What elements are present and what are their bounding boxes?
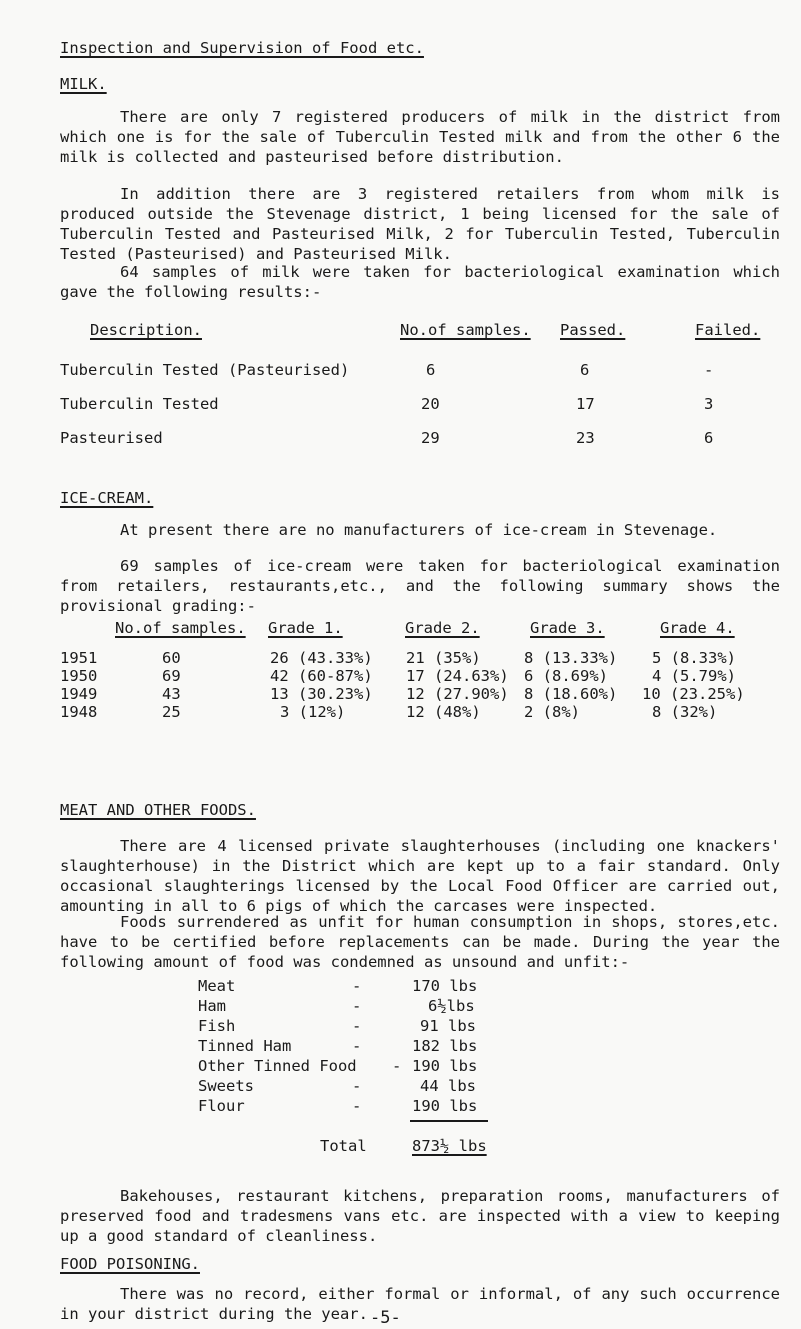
- icecream-row-year: 1949: [60, 685, 98, 703]
- icecream-row-year: 1948: [60, 703, 98, 721]
- milk-row-failed: -: [704, 361, 714, 379]
- poisoning-heading: FOOD POISONING.: [60, 1255, 200, 1273]
- icecream-row-year: 1951: [60, 649, 98, 667]
- icecream-row-grade-2: 21 (35%): [406, 649, 481, 667]
- food-item-name: Flour: [198, 1097, 245, 1115]
- icecream-row-grade-4: 8 (32%): [652, 703, 718, 721]
- food-item-amount: 190 lbs: [412, 1057, 478, 1075]
- icecream-paragraph-1: At present there are no manufacturers of ice-cream in Stevenage.: [120, 521, 718, 539]
- page-title: Inspection and Supervision of Food etc.: [60, 39, 424, 57]
- icecream-row-grade-1: 13 (30.23%): [270, 685, 373, 703]
- icecream-row-grade-2: 12 (48%): [406, 703, 481, 721]
- food-item-dash: -: [352, 997, 362, 1015]
- page-number: -5-: [370, 1308, 401, 1328]
- icecream-row-grade-1: 3 (12%): [280, 703, 346, 721]
- icecream-row-grade-1: 42 (60-87%): [270, 667, 373, 685]
- meat-paragraph-1: There are 4 licensed private slaughterhouses (including one knackers' slaughterhouse) in the District which are kept up to a fair standard. Only occasional slaughterings licensed by the Local Food Officer are carried out, amounting in all to 6 pigs of which the carcases were inspected.: [60, 837, 780, 915]
- food-item-dash: -: [352, 1097, 362, 1115]
- icecream-row-grade-4: 4 (5.79%): [652, 667, 736, 685]
- icecream-row-grade-3: 6 (8.69%): [524, 667, 608, 685]
- milk-row-passed: 6: [580, 361, 590, 379]
- milk-row-description: Tuberculin Tested: [60, 395, 219, 413]
- icecream-col-grade-1: Grade 1.: [268, 619, 343, 637]
- icecream-row-samples: 60: [162, 649, 181, 667]
- poisoning-paragraph: There was no record, either formal or informal, of any such occurrence in your district during the year.: [60, 1285, 780, 1323]
- food-item-name: Ham: [198, 997, 226, 1015]
- icecream-row-grade-2: 12 (27.90%): [406, 685, 509, 703]
- milk-row-failed: 3: [704, 395, 714, 413]
- milk-row-description: Pasteurised: [60, 429, 163, 447]
- food-item-name: Meat: [198, 977, 236, 995]
- milk-row-passed: 23: [576, 429, 595, 447]
- milk-row-passed: 17: [576, 395, 595, 413]
- icecream-row-samples: 43: [162, 685, 181, 703]
- milk-row-samples: 29: [421, 429, 440, 447]
- icecream-row-samples: 25: [162, 703, 181, 721]
- icecream-row-grade-1: 26 (43.33%): [270, 649, 373, 667]
- icecream-row-year: 1950: [60, 667, 98, 685]
- milk-row-samples: 6: [426, 361, 436, 379]
- food-item-dash: -: [352, 977, 362, 995]
- meat-paragraph-3: Bakehouses, restaurant kitchens, preparation rooms, manufacturers of preserved food and tradesmens vans etc. are inspected with a view to keeping up a good standard of cleanliness.: [60, 1187, 780, 1245]
- food-item-amount: 170 lbs: [412, 977, 478, 995]
- food-item-name: Fish: [198, 1017, 236, 1035]
- icecream-row-grade-4: 5 (8.33%): [652, 649, 736, 667]
- milk-col-failed: Failed.: [695, 321, 761, 339]
- milk-col-passed: Passed.: [560, 321, 626, 339]
- food-item-name: Other Tinned Food: [198, 1057, 357, 1075]
- food-item-amount: 44 lbs: [420, 1077, 476, 1095]
- total-value: 873½ lbs: [412, 1137, 487, 1155]
- icecream-row-grade-2: 17 (24.63%): [406, 667, 509, 685]
- milk-paragraph-3: 64 samples of milk were taken for bacteriological examination which gave the following results:-: [60, 263, 780, 301]
- food-item-amount: 190 lbs: [412, 1097, 478, 1115]
- icecream-row-grade-3: 2 (8%): [524, 703, 580, 721]
- milk-row-samples: 20: [421, 395, 440, 413]
- icecream-paragraph-2: 69 samples of ice-cream were taken for bacteriological examination from retailers, restaurants,etc., and the following summary shows the provisional grading:-: [60, 557, 780, 615]
- food-item-name: Tinned Ham: [198, 1037, 292, 1055]
- milk-col-samples: No.of samples.: [400, 321, 531, 339]
- icecream-row-grade-3: 8 (13.33%): [524, 649, 618, 667]
- milk-row-failed: 6: [704, 429, 714, 447]
- icecream-row-grade-4: 10 (23.25%): [642, 685, 745, 703]
- food-item-name: Sweets: [198, 1077, 254, 1095]
- meat-heading: MEAT AND OTHER FOODS.: [60, 801, 256, 819]
- milk-paragraph-2: In addition there are 3 registered retailers from whom milk is produced outside the Stevenage district, 1 being licensed for the sale of Tuberculin Tested and Pasteurised Milk, 2 for Tuberculin Tested, Tuberculin Tested (Pasteurised) and Pasteurised Milk.: [60, 185, 780, 263]
- icecream-row-samples: 69: [162, 667, 181, 685]
- food-item-dash: -: [392, 1057, 402, 1075]
- food-item-amount: 182 lbs: [412, 1037, 478, 1055]
- food-item-dash: -: [352, 1037, 362, 1055]
- icecream-col-samples: No.of samples.: [115, 619, 246, 637]
- food-item-amount: 91 lbs: [420, 1017, 476, 1035]
- total-label: Total: [320, 1137, 367, 1155]
- milk-paragraph-1: There are only 7 registered producers of milk in the district from which one is for the sale of Tuberculin Tested milk and from the other 6 the milk is collected and pasteurised before distribution.: [60, 108, 780, 166]
- icecream-col-grade-3: Grade 3.: [530, 619, 605, 637]
- food-item-amount: 6½lbs: [428, 997, 475, 1015]
- milk-heading: MILK.: [60, 75, 107, 93]
- icecream-heading: ICE-CREAM.: [60, 489, 154, 507]
- icecream-row-grade-3: 8 (18.60%): [524, 685, 618, 703]
- meat-paragraph-2: Foods surrendered as unfit for human consumption in shops, stores,etc. have to be certified before replacements can be made. During the year the following amount of food was condemned as unsound and unfit:-: [60, 913, 780, 971]
- total-separator-rule: [410, 1120, 488, 1122]
- food-item-dash: -: [352, 1017, 362, 1035]
- milk-col-description: Description.: [90, 321, 202, 339]
- milk-row-description: Tuberculin Tested (Pasteurised): [60, 361, 350, 379]
- food-item-dash: -: [352, 1077, 362, 1095]
- icecream-col-grade-4: Grade 4.: [660, 619, 735, 637]
- icecream-col-grade-2: Grade 2.: [405, 619, 480, 637]
